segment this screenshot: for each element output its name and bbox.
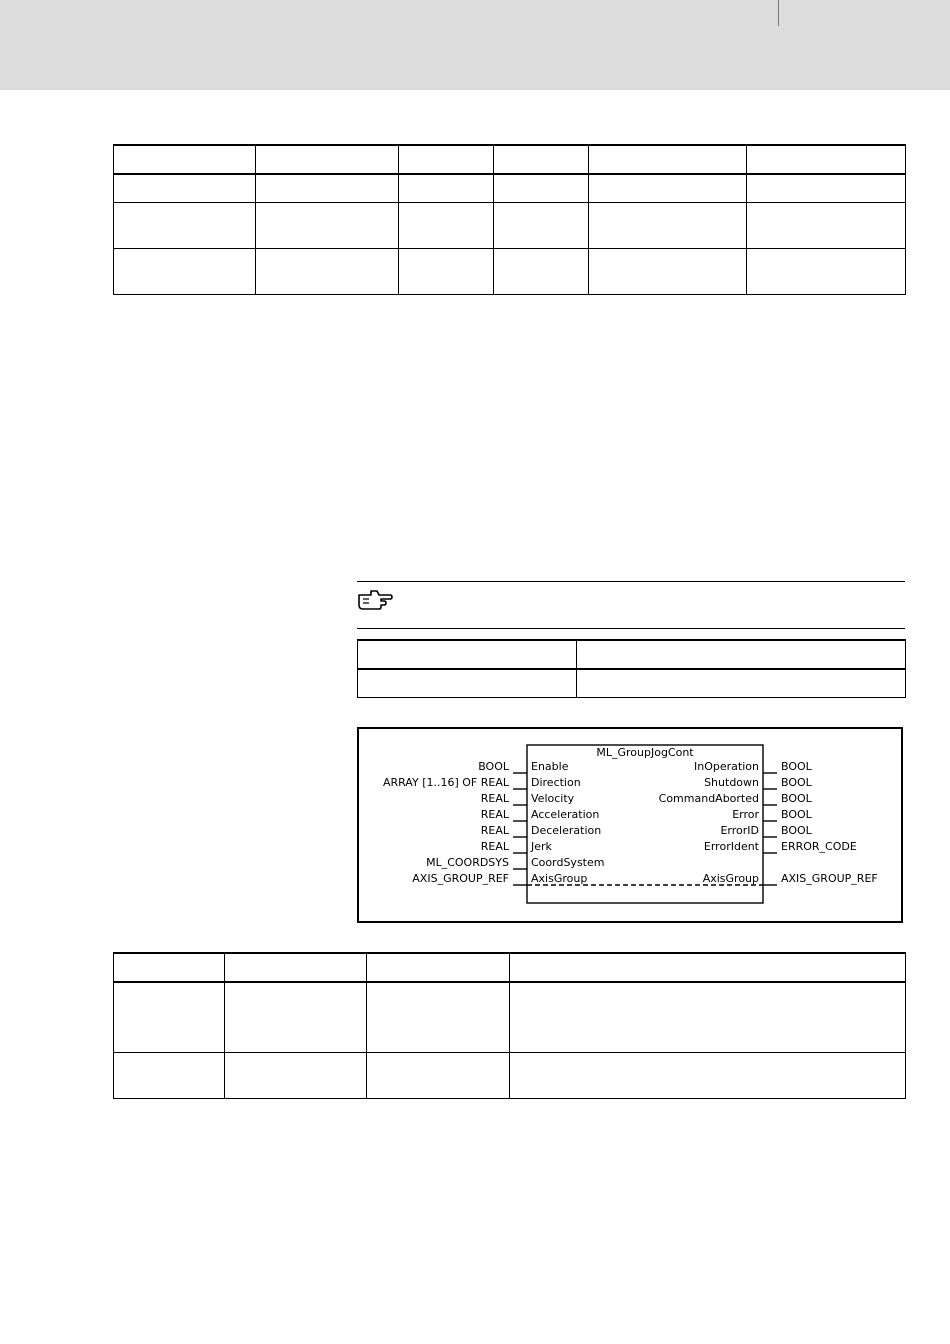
- output-pin-label: ErrorID: [720, 824, 759, 837]
- input-pin-label: Velocity: [531, 792, 575, 805]
- output-type-label: BOOL: [781, 808, 812, 821]
- output-type-label: BOOL: [781, 776, 812, 789]
- table-cell: [747, 248, 906, 294]
- input-pin-label: Direction: [531, 776, 581, 789]
- table-cell: [494, 145, 589, 174]
- input-type-label: BOOL: [478, 760, 509, 773]
- header-divider: [778, 0, 779, 26]
- table-cell: [589, 145, 747, 174]
- table-cell: [256, 248, 399, 294]
- table-cell: [256, 145, 399, 174]
- table-cell: [577, 669, 906, 697]
- table-row: [114, 1052, 906, 1098]
- table-cell: [256, 202, 399, 248]
- table-cell: [114, 174, 256, 202]
- table-row: [114, 202, 906, 248]
- table-cell: [747, 202, 906, 248]
- table-row: [358, 669, 906, 697]
- table-cell: [589, 202, 747, 248]
- table-middle-header-row: [358, 640, 906, 669]
- input-pin-label: Acceleration: [531, 808, 600, 821]
- input-type-label: ML_COORDSYS: [426, 856, 509, 869]
- table-cell: [358, 640, 577, 669]
- note-top-rule: [357, 581, 905, 582]
- table-cell: [510, 982, 906, 1052]
- input-type-label: AXIS_GROUP_REF: [412, 872, 509, 885]
- table-row: [114, 174, 906, 202]
- table-cell: [399, 145, 494, 174]
- output-type-label: BOOL: [781, 824, 812, 837]
- table-cell: [747, 145, 906, 174]
- table-cell: [225, 953, 367, 982]
- block-title: ML_GroupJogCont: [596, 746, 694, 759]
- table-bottom: [113, 952, 906, 1099]
- table-cell: [114, 248, 256, 294]
- input-type-label: REAL: [480, 792, 509, 805]
- input-pin-label: CoordSystem: [531, 856, 605, 869]
- table-cell: [399, 174, 494, 202]
- table-cell: [225, 982, 367, 1052]
- table-row: [114, 982, 906, 1052]
- table-top-header-row: [114, 145, 906, 174]
- table-cell: [114, 1052, 225, 1098]
- output-pin-label: CommandAborted: [658, 792, 759, 805]
- output-pin-label: ErrorIdent: [703, 840, 759, 853]
- output-pin-label: InOperation: [694, 760, 759, 773]
- input-type-label: REAL: [480, 840, 509, 853]
- output-type-label: AXIS_GROUP_REF: [781, 872, 878, 885]
- input-type-label: REAL: [480, 808, 509, 821]
- output-type-label: BOOL: [781, 760, 812, 773]
- table-cell: [494, 248, 589, 294]
- table-cell: [114, 982, 225, 1052]
- table-cell: [367, 953, 510, 982]
- input-pin-label: Enable: [531, 760, 569, 773]
- function-block-frame: [357, 727, 903, 923]
- input-pin-label: AxisGroup: [531, 872, 588, 885]
- table-top: [113, 144, 906, 295]
- page-header-band: [0, 0, 950, 90]
- table-cell: [510, 1052, 906, 1098]
- table-cell: [114, 145, 256, 174]
- table-cell: [358, 669, 577, 697]
- table-cell: [399, 202, 494, 248]
- input-pin-label: Deceleration: [531, 824, 602, 837]
- table-cell: [494, 174, 589, 202]
- table-bottom-header-row: [114, 953, 906, 982]
- input-type-label: ARRAY [1..16] OF REAL: [382, 776, 509, 789]
- pointing-hand-icon: [357, 587, 393, 611]
- output-type-label: ERROR_CODE: [781, 840, 857, 853]
- table-cell: [399, 248, 494, 294]
- table-cell: [510, 953, 906, 982]
- table-cell: [577, 640, 906, 669]
- output-pin-label: Shutdown: [704, 776, 759, 789]
- table-cell: [256, 174, 399, 202]
- table-cell: [589, 248, 747, 294]
- table-cell: [225, 1052, 367, 1098]
- table-cell: [114, 953, 225, 982]
- table-cell: [367, 1052, 510, 1098]
- input-pin-label: Jerk: [531, 840, 552, 853]
- table-cell: [589, 174, 747, 202]
- table-row: [114, 248, 906, 294]
- function-block-diagram: [359, 729, 901, 921]
- table-cell: [114, 202, 256, 248]
- output-pin-label: Error: [732, 808, 759, 821]
- output-type-label: BOOL: [781, 792, 812, 805]
- note-bottom-rule: [357, 628, 905, 629]
- table-cell: [367, 982, 510, 1052]
- table-cell: [494, 202, 589, 248]
- table-middle: [357, 639, 906, 698]
- output-pin-label: AxisGroup: [702, 872, 759, 885]
- input-type-label: REAL: [480, 824, 509, 837]
- table-cell: [747, 174, 906, 202]
